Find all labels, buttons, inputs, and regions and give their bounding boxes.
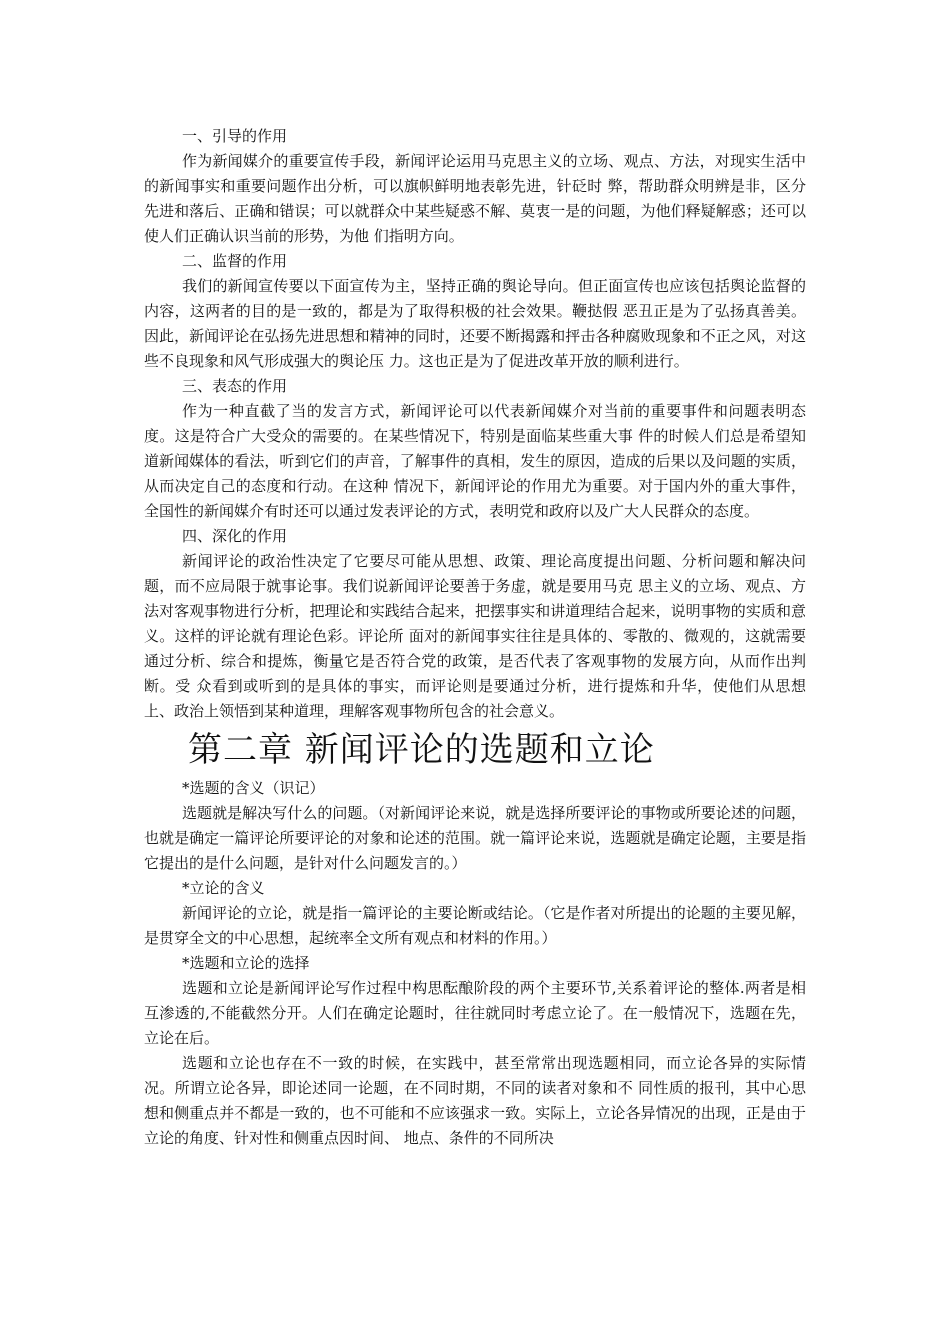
chapter-title: 第二章 新闻评论的选题和立论 (188, 730, 655, 770)
section-heading-deepening: 四、深化的作用 (182, 527, 288, 545)
argument-definition-paragraph: 新闻评论的立论，就是指一篇评论的主要论断或结论。（它是作者对所提出的论题的主要见解，是贯穿全文的中心思想，起统率全文所有观点和材料的作用。） (144, 904, 806, 947)
section-heading-supervision: 二、监督的作用 (182, 252, 288, 270)
section-paragraph-deepening: 新闻评论的政治性决定了它要尽可能从思想、政策、理论高度提出问题、分析问题和解决问题，而不应局限于就事论事。我们说新闻评论要善于务虚，就是要用马克 思主义的立场、观点、方法对客观事物进行分析，把理论和实践结合起来，把摆事实和讲道理结合起来，说明事物的实质和意义。这样的评论就有理论色彩。评论所 面对的新闻事实往往是具体的、零散的、微观的，这就需要通过分析、综合和提炼，衡量它是否符合党的政策，是否代表了客观事物的发展方向，从而作出判断。受 众看到或听到的是具体的事实，而评论则是要通过分析，进行提炼和升华，使他们从思想上、政治上领悟到某种道理，理解客观事物所包含的社会意义。 (144, 552, 806, 720)
topic-argument-choice-paragraph-2: 选题和立论也存在不一致的时候，在实践中，甚至常常出现选题相同，而立论各异的实际情况。所谓立论各异，即论述同一论题，在不同时期，不同的读者对象和不 同性质的报刊，其中心思想和侧重点并不都是一致的，也不可能和不应该强求一致。实际上，立论各异情况的出现，正是由于立论的角度、针对性和侧重点因时间、 地点、条件的不同所决 (144, 1054, 806, 1147)
section-paragraph-stance: 作为一种直截了当的发言方式，新闻评论可以代表新闻媒介对当前的重要事件和问题表明态度。这是符合广大受众的需要的。在某些情况下，特别是面临某些重大事 件的时候人们总是希望知道新闻媒体的看法，听到它们的声音，了解事件的真相，发生的原因，造成的后果以及问题的实质，从而决定自己的态度和行动。在这种 情况下，新闻评论的作用尤为重要。对于国内外的重大事件，全国性的新闻媒介有时还可以通过发表评论的方式，表明党和政府以及广大人民群众的态度。 (144, 402, 806, 520)
topic-definition-paragraph: 选题就是解决写什么的问题。（对新闻评论来说，就是选择所要评论的事物或所要论述的问题，也就是确定一篇评论所要评论的对象和论述的范围。就一篇评论来说，选题就是确定论题，主要是指它提出的是什么问题，是针对什么问题发言的。） (144, 804, 806, 872)
section-heading-stance: 三、表态的作用 (182, 377, 288, 395)
topic-definition-heading: *选题的含义（识记） (182, 779, 325, 797)
document-page (144, 124, 806, 1151)
topic-argument-choice-heading: *选题和立论的选择 (182, 954, 310, 972)
section-heading-guidance: 一、引导的作用 (182, 127, 288, 145)
section-paragraph-supervision: 我们的新闻宣传要以下面宣传为主，坚持正确的舆论导向。但正面宣传也应该包括舆论监督的内容，这两者的目的是一致的，都是为了取得积极的社会效果。鞭挞假 恶丑正是为了弘扬真善美。因此，新闻评论在弘扬先进思想和精神的同时，还要不断揭露和抨击各种腐败现象和不正之风，对这些不良现象和风气形成强大的舆论压 力。这也正是为了促进改革开放的顺利进行。 (144, 277, 806, 370)
argument-definition-heading: *立论的含义 (182, 879, 265, 897)
topic-argument-choice-paragraph-1: 选题和立论是新闻评论写作过程中构思酝酿阶段的两个主要环节,关系着评论的整体.两者是相互渗透的,不能截然分开。人们在确定论题时，往往就同时考虑立论了。在一般情况下，选题在先，立论在后。 (144, 979, 806, 1047)
section-paragraph-guidance: 作为新闻媒介的重要宣传手段，新闻评论运用马克思主义的立场、观点、方法，对现实生活中的新闻事实和重要问题作出分析，可以旗帜鲜明地表彰先进，针砭时 弊，帮助群众明辨是非，区分先进和落后、正确和错误；可以就群众中某些疑惑不解、莫衷一是的问题，为他们释疑解惑；还可以使人们正确认识当前的形势，为他 们指明方向。 (144, 152, 806, 245)
